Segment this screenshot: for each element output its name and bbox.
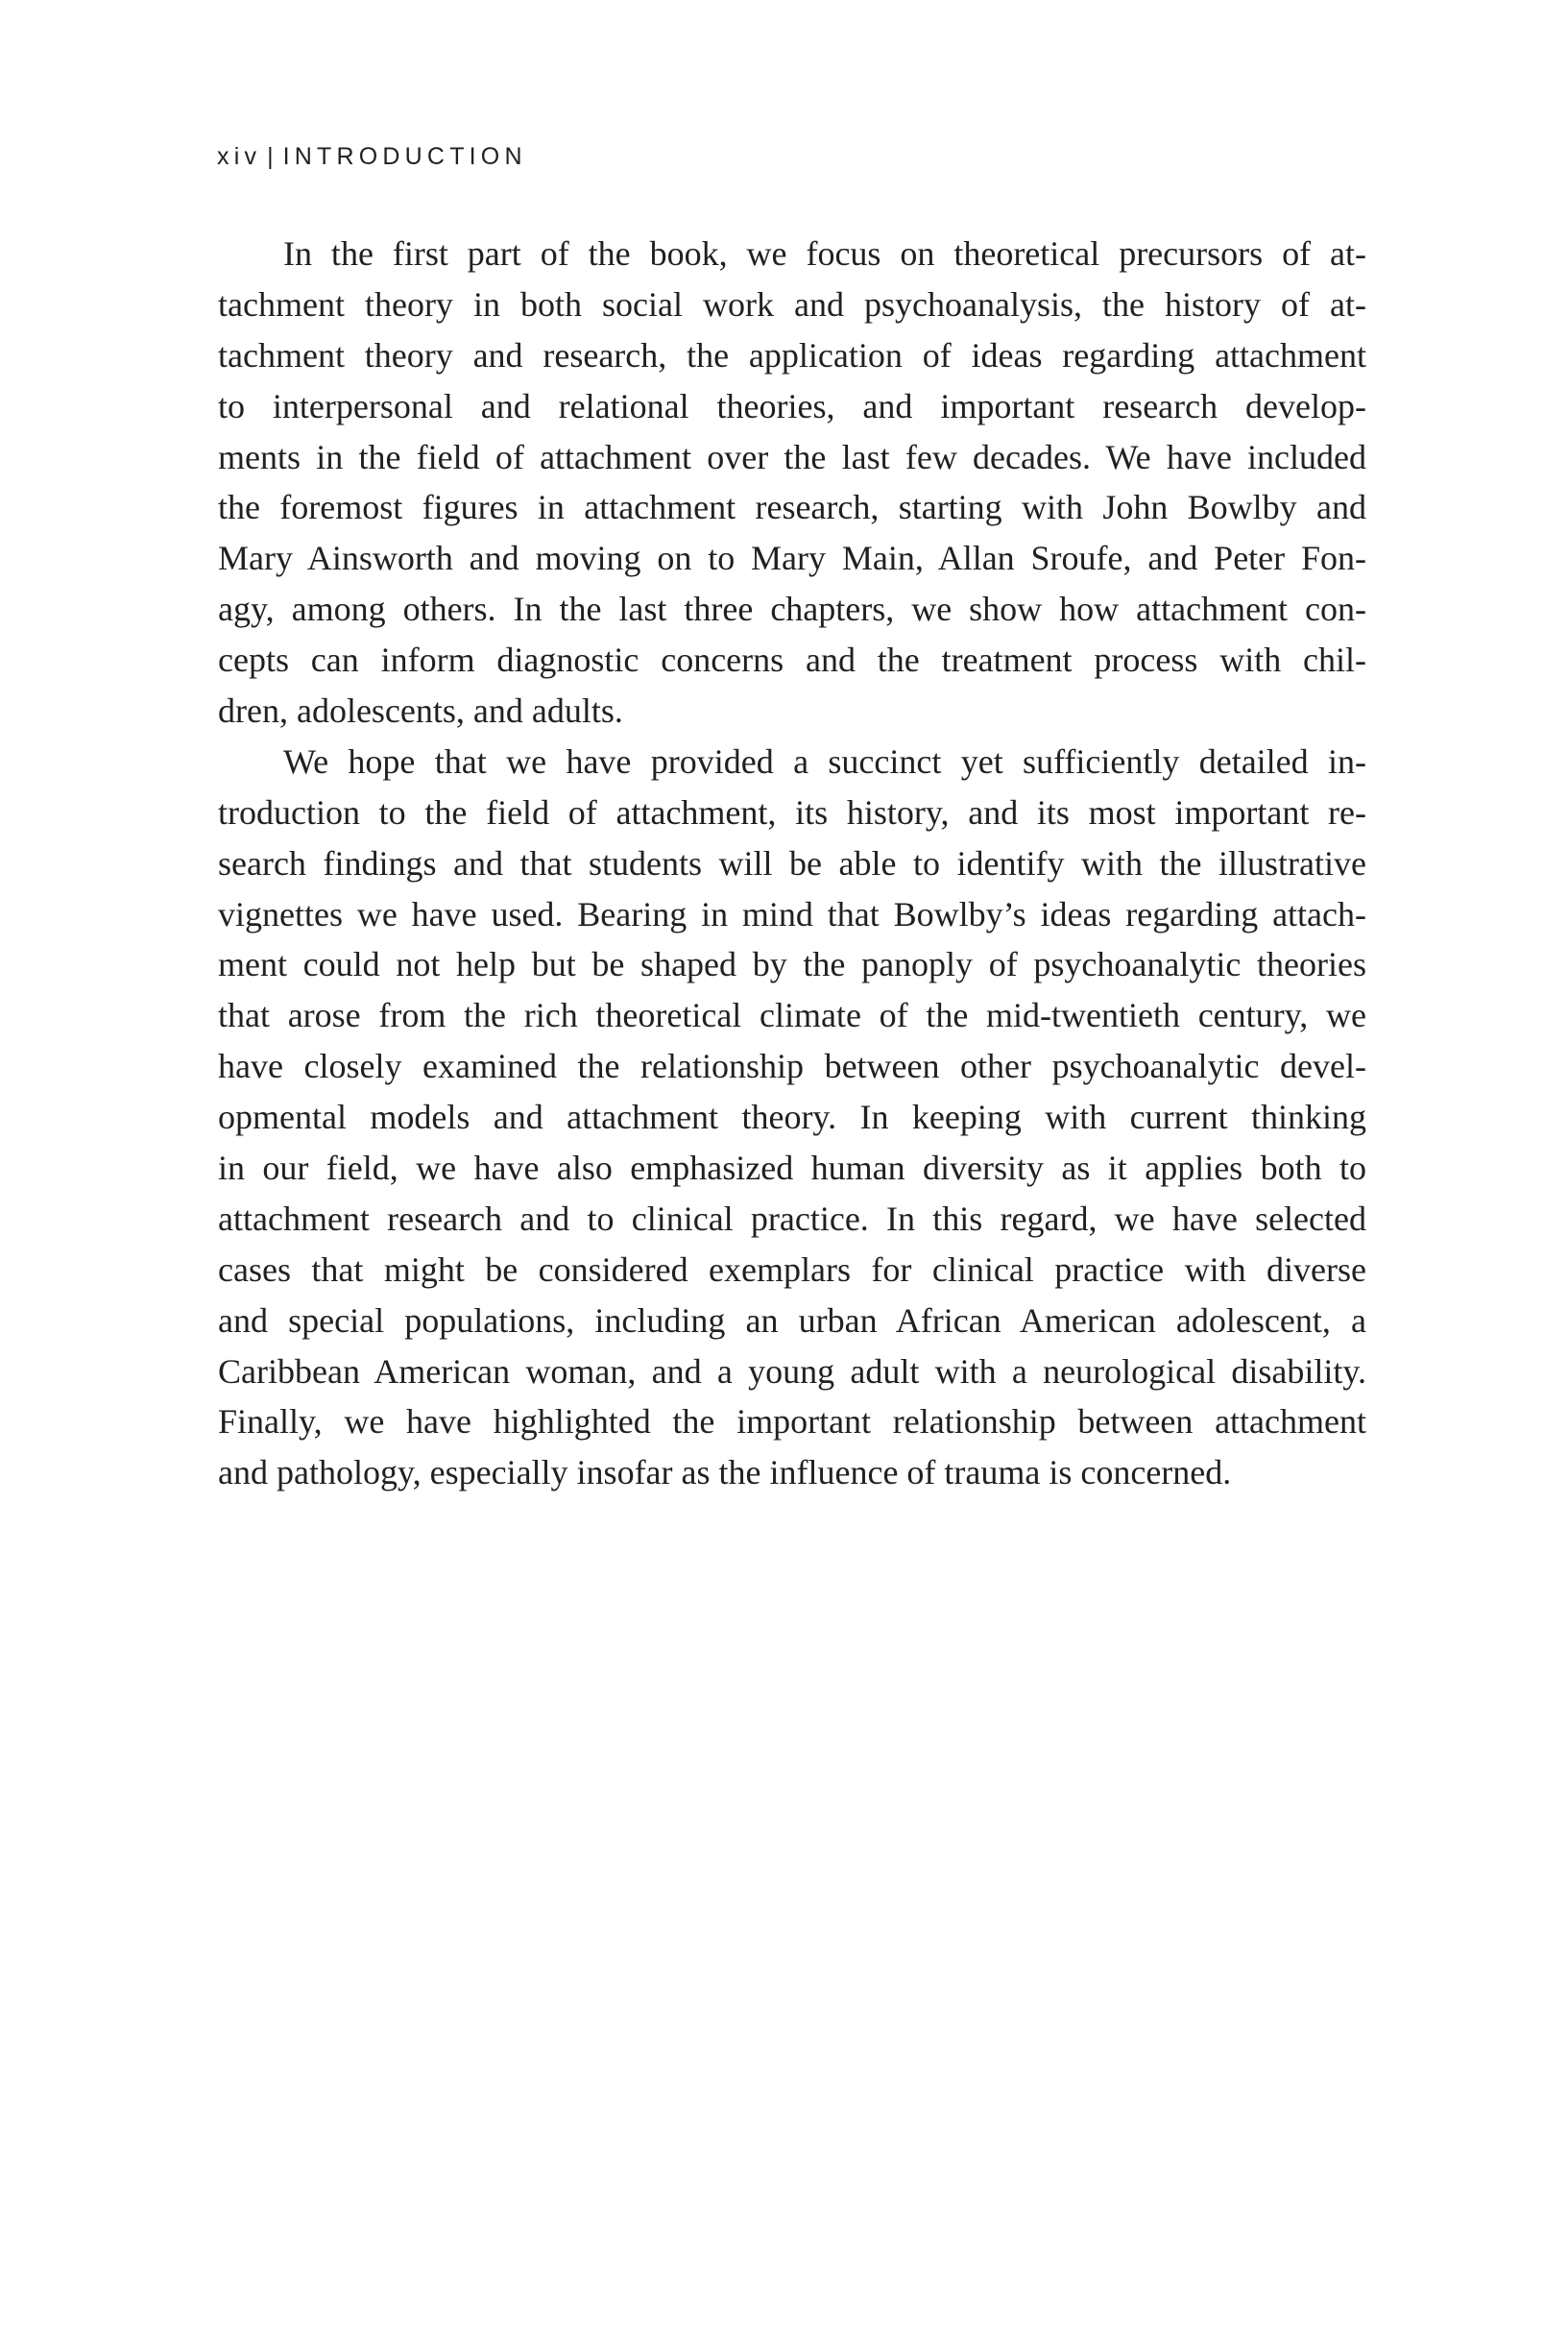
text-line: cepts can inform diagnostic concerns and the treatment process with chil- [218, 641, 1366, 680]
text-line: Mary Ainsworth and moving on to Mary Main, Allan Sroufe, and Peter Fon- [218, 539, 1366, 578]
text-line: and pathology, especially insofar as the influence of trauma is concerned. [218, 1453, 1232, 1492]
text-line: have closely examined the relationship between other psychoanalytic devel- [218, 1047, 1366, 1086]
text-line: to interpersonal and relational theories, and important research develop- [218, 386, 1366, 425]
text-line: in our field, we have also emphasized human diversity as it applies both to [218, 1149, 1366, 1188]
header-separator: | [267, 143, 274, 170]
paragraph-2 [218, 737, 1366, 1498]
text-line: ments in the field of attachment over the last few decades. We have included [218, 437, 1366, 476]
text-line: tachment theory and research, the application of ideas regarding attachment [218, 335, 1366, 375]
section-title: INTRODUCTION [282, 143, 527, 170]
text-line: agy, among others. In the last three chapters, we show how attachment con- [218, 590, 1366, 629]
text-line: tachment theory in both social work and psychoanalysis, the history of at- [218, 284, 1366, 324]
text-line: We hope that we have provided a succinct yet sufficiently detailed in- [283, 741, 1366, 781]
text-line: Finally, we have highlighted the important relationship between attachment [218, 1402, 1366, 1442]
text-line: dren, adolescents, and adults. [218, 691, 623, 731]
text-line: troduction to the field of attachment, its history, and its most important re- [218, 792, 1366, 832]
text-line: that arose from the rich theoretical climate of the mid-twentieth century, we [218, 996, 1366, 1035]
text-line: opmental models and attachment theory. In keeping with current thinking [218, 1098, 1366, 1137]
text-line: cases that might be considered exemplars for clinical practice with diverse [218, 1249, 1366, 1289]
text-line: and special populations, including an urban African American adolescent, a [218, 1300, 1366, 1340]
running-head [217, 142, 527, 171]
body-text [218, 229, 1366, 1498]
text-line: the foremost figures in attachment research, starting with John Bowlby and [218, 488, 1366, 527]
text-line: Caribbean American woman, and a young adult with a neurological disability. [218, 1351, 1366, 1391]
text-line: search findings and that students will be able to identify with the illustrative [218, 843, 1366, 883]
text-line: vignettes we have used. Bearing in mind that Bowlby’s ideas regarding attach- [218, 894, 1366, 934]
paragraph-1 [218, 229, 1366, 737]
page-number: xiv [217, 143, 262, 170]
text-line: attachment research and to clinical practice. In this regard, we have selected [218, 1199, 1366, 1238]
text-line: ment could not help but be shaped by the panoply of psychoanalytic theories [218, 945, 1366, 984]
text-line: In the first part of the book, we focus on theoretical precursors of at- [283, 234, 1366, 273]
